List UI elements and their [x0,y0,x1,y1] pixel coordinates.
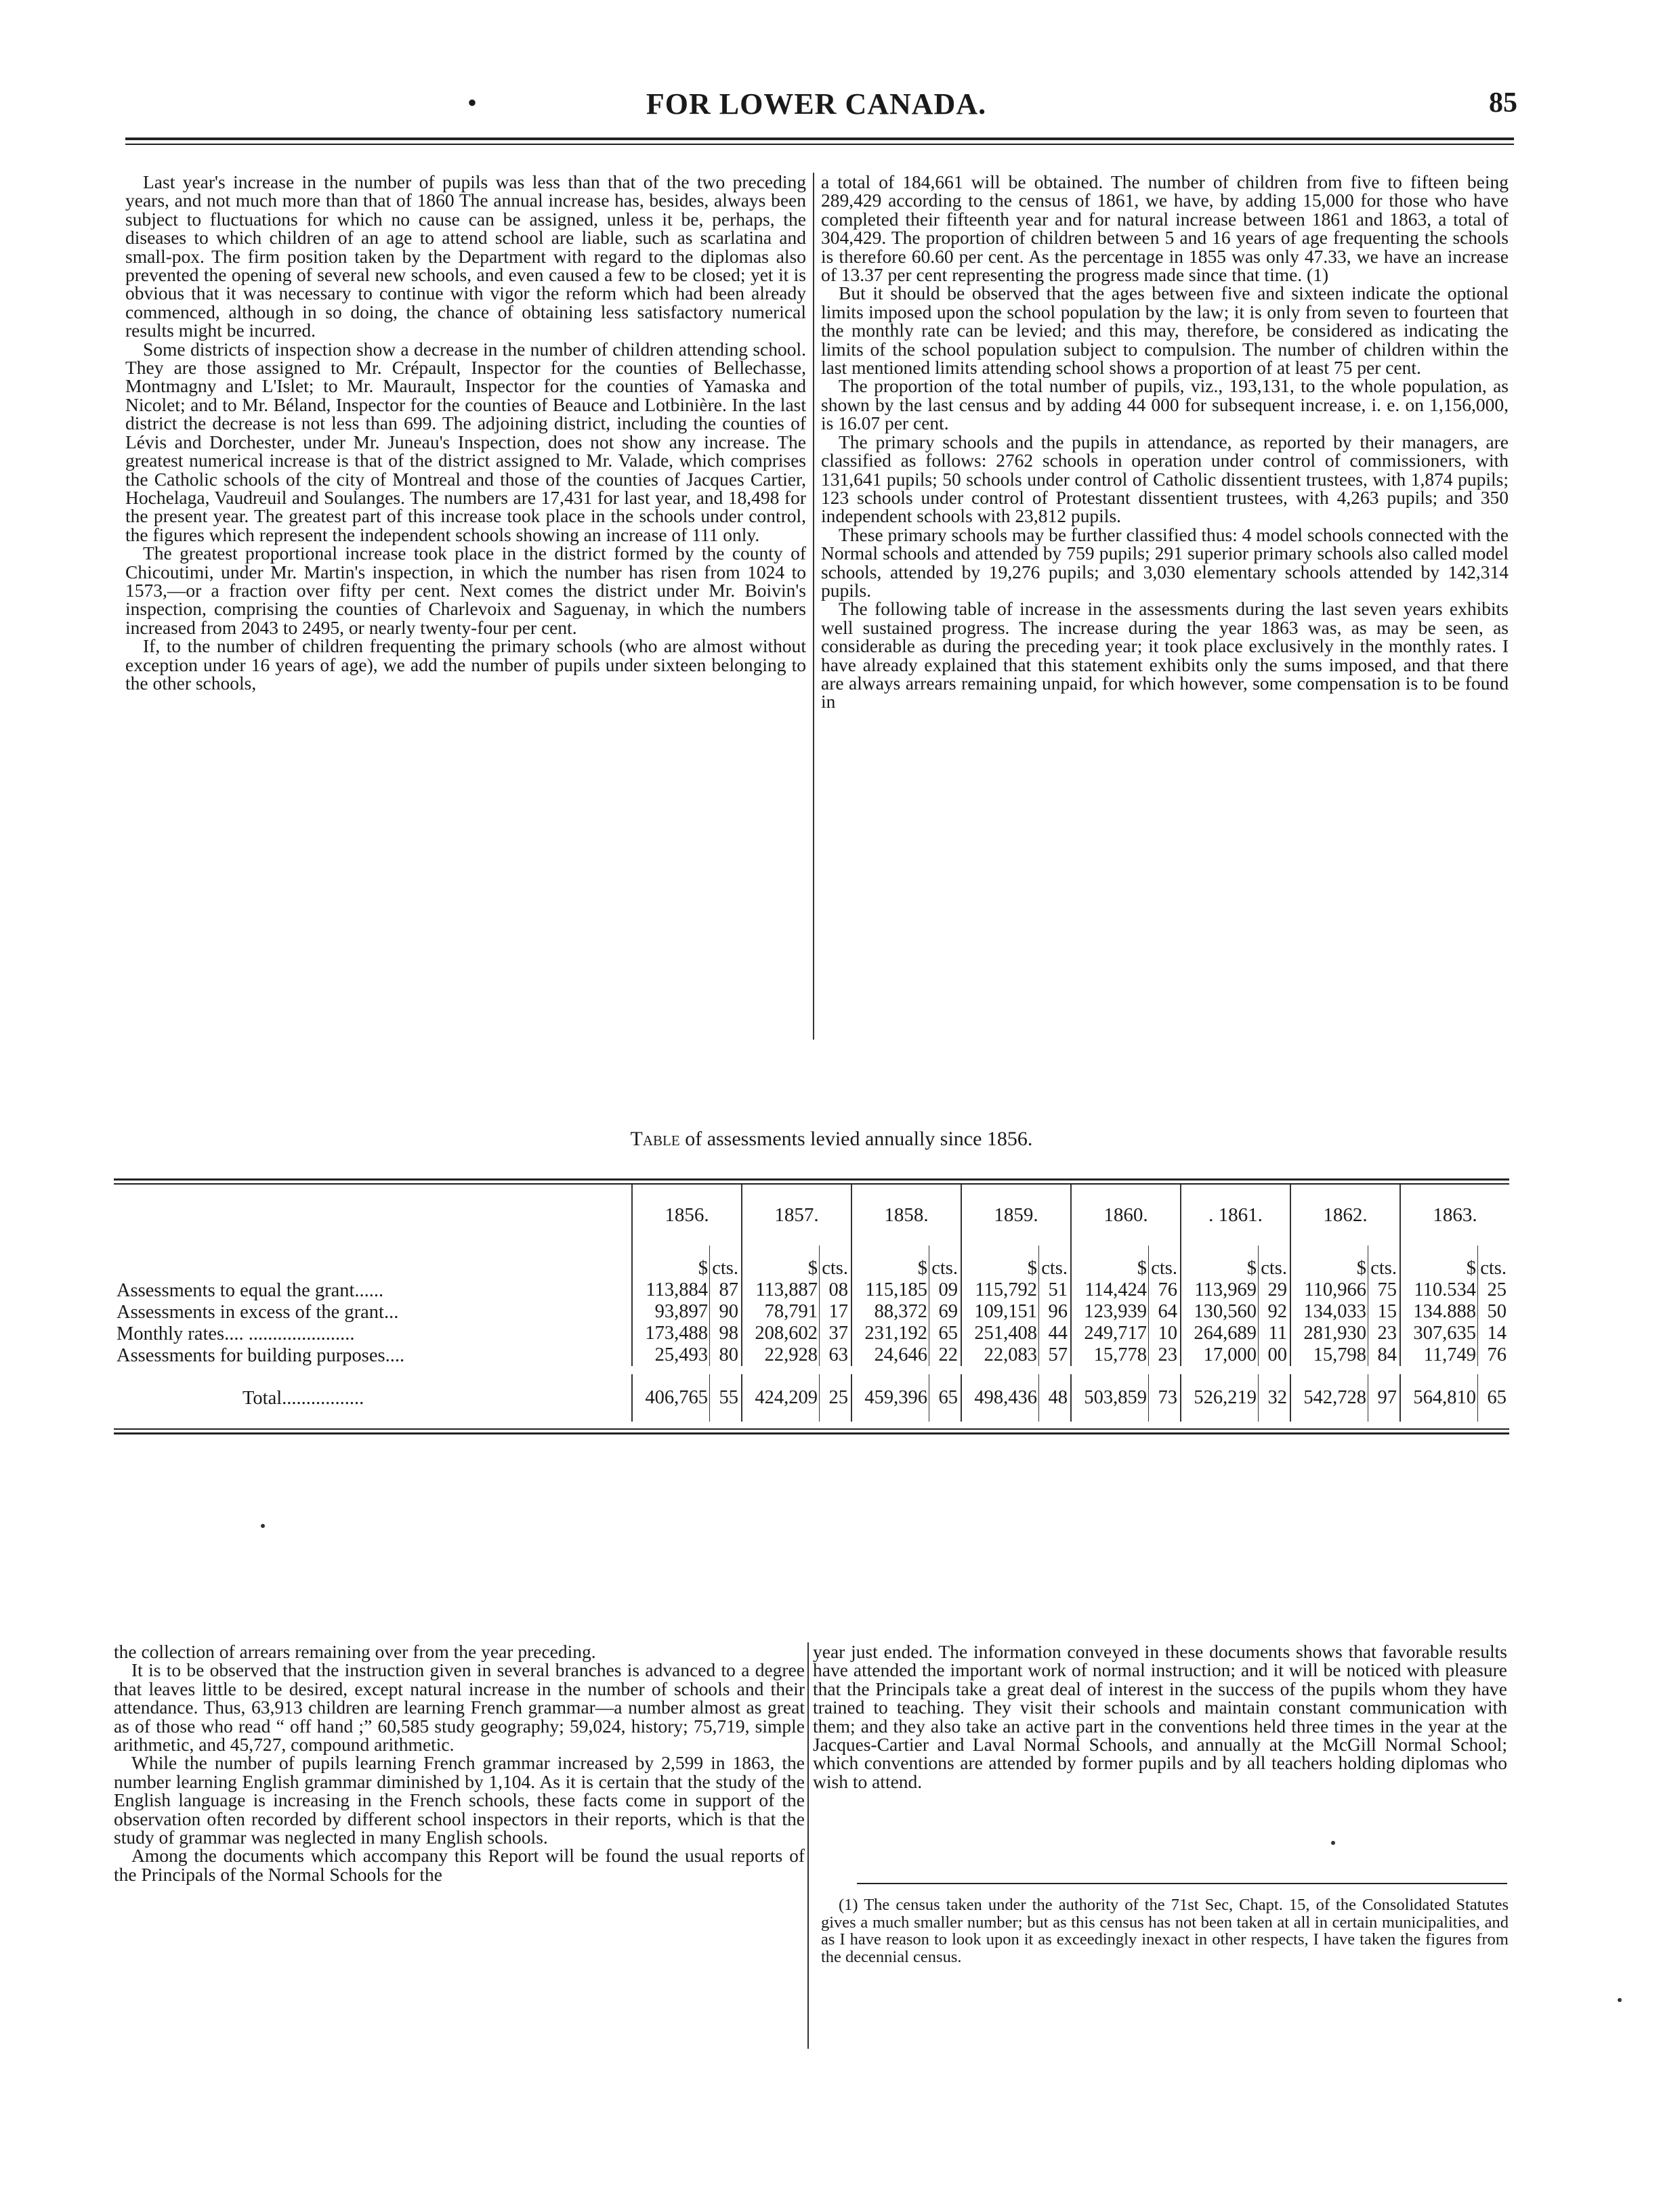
cents-value: 73 [1149,1374,1181,1422]
cents-value: 00 [1259,1344,1291,1366]
paragraph: These primary schools may be further classified thus: 4 model schools connected with the Normal schools and attended by 759 pupils; 291 superior primary schools also called model schools, attended by 19,276 pupils; and 3,030 elementary schools attended by 142,314 pupils. [821,524,1509,601]
paragraph: The following table of increase in the assessments during the last seven years exhibits well sustained progress. The increase during the year 1863 was, as may be seen, as considerable as during the preceding year; it took place exclusively in the monthly rates. I have already explained that this statement exhibits only the sums imposed, and that there are always arrears remaining unpaid, for which however, some compensation is to be found in [821,598,1509,712]
dollar-value: 130,560 [1181,1301,1259,1323]
table-rule-bottom-thick [114,1432,1509,1434]
cents-value: 98 [710,1323,742,1344]
cents-value: 96 [1039,1301,1072,1323]
dollar-value: 307,635 [1400,1323,1478,1344]
header-rule-thin [125,144,1514,145]
cents-value: 48 [1039,1374,1072,1422]
print-speck [1618,1998,1622,2002]
total-row [114,1374,1509,1422]
cents-value: 15 [1368,1301,1401,1323]
cents-value: 44 [1039,1323,1072,1344]
cents-value: 23 [1368,1323,1401,1344]
year-header: 1856. [632,1185,742,1246]
cents-value: 64 [1149,1301,1181,1323]
year-header: 1862. [1290,1185,1400,1246]
dollar-value: 15,798 [1290,1344,1368,1366]
column-separator [813,173,814,1040]
table-row [114,1301,1509,1323]
cents-value: 09 [929,1279,962,1301]
cents-value: 90 [710,1301,742,1323]
year-header: 1860. [1071,1185,1181,1246]
table-header-row [114,1185,1509,1246]
cents-value: 11 [1259,1323,1291,1344]
cents-value: 76 [1149,1279,1181,1301]
cents-value: 84 [1368,1344,1401,1366]
cents-unit: cts. [1368,1246,1401,1279]
dollar-value: 110.534 [1400,1279,1478,1301]
table-row [114,1323,1509,1344]
assessment-table [114,1185,1509,1422]
page-number: 85 [1489,87,1517,119]
dollar-value: 459,396 [851,1374,929,1422]
cents-value: 65 [1478,1374,1510,1422]
cents-value: 69 [929,1301,962,1323]
cents-value: 50 [1478,1301,1510,1323]
paragraph: The proportion of the total number of pupils, viz., 193,131, to the whole population, as shown by the last census and by adding 44 000 for subsequent increase, i. e. on 1,156,000, is 16.07 per cent. [821,375,1509,434]
cents-value: 55 [710,1374,742,1422]
dollar-unit: $ [1290,1246,1368,1279]
dollar-value: 113,884 [632,1279,710,1301]
paragraph: The primary schools and the pupils in attendance, as reported by their managers, are classified as follows: 2762 schools in operation under control of commissioners, with 131,641 pupils; 50 schools under control of Catholic dissentient trustees, with 1,874 pupils; 123 schools under control of Protestant dissentient trustees, with 4,263 pupils; and 350 independent schools with 23,812 pupils. [821,431,1509,527]
cents-unit: cts. [1259,1246,1291,1279]
dollar-value: 88,372 [851,1301,929,1323]
cents-value: 14 [1478,1323,1510,1344]
cents-value: 25 [820,1374,852,1422]
cents-value: 08 [820,1279,852,1301]
dollar-value: 281,930 [1290,1323,1368,1344]
cents-value: 97 [1368,1374,1401,1422]
cents-value: 10 [1149,1323,1181,1344]
cents-value: 23 [1149,1344,1181,1366]
dollar-value: 22,928 [742,1344,820,1366]
cents-value: 22 [929,1344,962,1366]
dollar-value: 109,151 [961,1301,1039,1323]
running-header [115,87,1517,127]
dollar-value: 113,969 [1181,1279,1259,1301]
units-row [114,1246,1509,1279]
table-row [114,1279,1509,1301]
cents-value: 76 [1478,1344,1510,1366]
units-stub [114,1246,632,1279]
cents-value: 51 [1039,1279,1072,1301]
dollar-value: 134.888 [1400,1301,1478,1323]
dollar-value: 17,000 [1181,1344,1259,1366]
paragraph: year just ended. The information conveyed in these documents shows that favorable results have attended the important work of normal instruction; and it will be noticed with pleasure that the Principals take a great deal of interest in the success of the pupils whom they have trained to teaching. They visit their schools and maintain constant communication with them; and they also take an active part in the conventions held three times in the year at the Jacques-Cartier and Laval Normal Schools, and annually at the McGill Normal School; which conventions are attended by former pupils and by all teachers holding diplomas who wish to attend. [813,1641,1507,1792]
page-title: FOR LOWER CANADA. [646,87,987,121]
header-dot: • [467,87,478,118]
dollar-unit: $ [961,1246,1039,1279]
dollar-value: 564,810 [1400,1374,1478,1422]
dollar-value: 93,897 [632,1301,710,1323]
paragraph: a total of 184,661 will be obtained. The number of children from five to fifteen being 289,429 according to the census of 1861, we have, by adding 15,000 for those who have completed their fifteenth year and for natural increase between 1861 and 1863, a total of 304,429. The proportion of children between 5 and 16 years of age frequenting the schools is therefore 60.60 per cent. As the percentage in 1855 was only 47.33, we have an increase of 13.37 per cent representing the progress made since that time. (1) [821,171,1509,286]
dollar-value: 498,436 [961,1374,1039,1422]
paragraph: It is to be observed that the instruction given in several branches is advanced to a degree that leaves little to be desired, except natural increase in the number of schools and their attendance. Thus, 63,913 children are learning French grammar—a number almost as great as of those who read “ off hand ;” 60,585 study geography; 59,024, history; 75,719, simple arithmetic, and 45,727, compound arithmetic. [114,1659,805,1756]
dollar-value: 406,765 [632,1374,710,1422]
cents-value: 87 [710,1279,742,1301]
table-spacer-row [114,1366,1509,1374]
assessment-table-wrapper [114,1178,1509,1434]
dollar-value: 114,424 [1071,1279,1149,1301]
dollar-value: 123,939 [1071,1301,1149,1323]
cents-unit: cts. [1149,1246,1181,1279]
print-speck [1331,1841,1335,1845]
table-row [114,1344,1509,1366]
bottom-right-column [813,1642,1507,1791]
cents-value: 32 [1259,1374,1291,1422]
dollar-value: 173,488 [632,1323,710,1344]
year-header: . 1861. [1181,1185,1290,1246]
dollar-value: 542,728 [1290,1374,1368,1422]
paragraph: Last year's increase in the number of pupils was less than that of the two preceding years, and not much more than that of 1860 The annual increase has, besides, always been subject to fluctuations for which no cause can be assigned, unless it be, perhaps, the diseases to which children of an age to attend school are liable, such as scarlatina and small-pox. The firm position taken by the Department with regard to the diplomas also prevented the opening of several new schools, and even caused a few to be closed; yet it is obvious that it was necessary to continue with vigor the reform which had been already commenced, although in so doing, the chance of obtaining less satisfactory numerical results might be incurred. [125,171,806,341]
dollar-value: 113,887 [742,1279,820,1301]
paragraph: If, to the number of children frequenting the primary schools (who are almost without exception under 16 years of age), we add the number of pupils under sixteen belonging to the other schools, [125,635,806,694]
table-caption-lead: Table [630,1128,680,1150]
cents-unit: cts. [1039,1246,1072,1279]
dollar-value: 424,209 [742,1374,820,1422]
dollar-unit: $ [851,1246,929,1279]
cents-value: 92 [1259,1301,1291,1323]
table-rule-bottom-thin [114,1428,1509,1430]
dollar-unit: $ [632,1246,710,1279]
paragraph: The greatest proportional increase took place in the district formed by the county of Chicoutimi, under Mr. Martin's inspection, in which the number has risen from 1024 to 1573,—or a fraction over fifty per cent. Next comes the district under Mr. Boivin's inspection, comprising the counties of Charlevoix and Saguenay, in which the numbers increased from 2043 to 2495, or nearly twenty-four per cent. [125,543,806,638]
dollar-unit: $ [1071,1246,1149,1279]
dollar-value: 251,408 [961,1323,1039,1344]
dollar-value: 264,689 [1181,1323,1259,1344]
dollar-value: 115,792 [961,1279,1039,1301]
table-rule-top-thick [114,1178,1509,1181]
paragraph: But it should be observed that the ages between five and sixteen indicate the optional limits imposed upon the school population by the law; it is only from seven to fourteen that the monthly rate can be levied; and this may, therefore, be considered as indicating the limits of the school population subject to compulsion. The number of children within the last mentioned limits attending school shows a proportion of at least 75 per cent. [821,282,1509,379]
cents-value: 57 [1039,1344,1072,1366]
cents-value: 65 [929,1323,962,1344]
dollar-unit: $ [1181,1246,1259,1279]
dollar-unit: $ [1400,1246,1478,1279]
cents-value: 63 [820,1344,852,1366]
row-label: Monthly rates.... ...................... [117,1323,355,1344]
cents-unit: cts. [929,1246,962,1279]
dollar-value: 231,192 [851,1323,929,1344]
table-caption [0,1128,1663,1151]
footnote [821,1896,1509,1965]
cents-value: 37 [820,1323,852,1344]
dollar-value: 22,083 [961,1344,1039,1366]
row-label: Total................. [243,1387,364,1409]
dollar-value: 24,646 [851,1344,929,1366]
bottom-left-column [114,1642,805,1884]
cents-value: 75 [1368,1279,1401,1301]
dollar-value: 208,602 [742,1323,820,1344]
dollar-value: 134,033 [1290,1301,1368,1323]
print-speck [261,1524,265,1528]
dollar-value: 503,859 [1071,1374,1149,1422]
cents-unit: cts. [710,1246,742,1279]
top-left-column [125,173,806,692]
dollar-unit: $ [742,1246,820,1279]
dollar-value: 115,185 [851,1279,929,1301]
year-header: 1859. [961,1185,1071,1246]
row-label: Assessments for building purposes.... [117,1344,405,1366]
dollar-value: 110,966 [1290,1279,1368,1301]
dollar-value: 11,749 [1400,1344,1478,1366]
dollar-value: 15,778 [1071,1344,1149,1366]
year-header: 1857. [742,1185,851,1246]
paragraph: Some districts of inspection show a decrease in the number of children attending school. They are those assigned to Mr. Crépault, Inspector for the counties of Bellechasse, Montmagny and L'Islet; to Mr. Maurault, Inspector for the counties of Yamaska and Nicolet; and to Mr. Béland, Inspector for the counties of Beauce and Lotbinière. In the last district the decrease is not less than 699. The adjoining district, including the counties of Lévis and Dorchester, under Mr. Juneau's Inspection, does not show any increase. The greatest numerical increase is that of the district assigned to Mr. Valade, which comprises the Catholic schools of the city of Montreal and those of the counties of Jacques Cartier, Hochelaga, Vaudreuil and Soulanges. The numbers are 17,431 for last year, and 18,498 for the present year. The greatest part of this increase took place in the schools under control, the figures which represent the independent schools showing an increase of 111 only. [125,338,806,545]
cents-value: 25 [1478,1279,1510,1301]
cents-unit: cts. [820,1246,852,1279]
cents-value: 17 [820,1301,852,1323]
cents-value: 29 [1259,1279,1291,1301]
dollar-value: 25,493 [632,1344,710,1366]
dollar-value: 249,717 [1071,1323,1149,1344]
dollar-value: 78,791 [742,1301,820,1323]
column-separator [807,1642,809,2049]
table-stub-header [114,1185,632,1246]
footnote-rule [857,1883,1507,1884]
paragraph: Among the documents which accompany this Report will be found the usual reports of the Principals of the Normal Schools for the [114,1845,805,1885]
spacer-cell [114,1366,1509,1374]
footnote-text: (1) The census taken under the authority of the 71st Sec, Chapt. 15, of the Consolidated Statutes gives a much smaller number; but as this census has not been taken at all in certain municipalities, and as I have reason to look upon it as exceedingly inexact in other respects, I have taken the figures from the decennial census. [821,1896,1509,1966]
header-rule-thick [125,137,1514,140]
cents-value: 65 [929,1374,962,1422]
paragraph: the collection of arrears remaining over from the year preceding. [114,1641,596,1662]
year-header: 1863. [1400,1185,1509,1246]
row-label: Assessments in excess of the grant... [117,1301,399,1323]
year-header: 1858. [851,1185,961,1246]
table-caption-text: of assessments levied annually since 1856. [679,1128,1033,1150]
paragraph: While the number of pupils learning French grammar increased by 2,599 in 1863, the number learning English grammar diminished by 1,104. As it is certain that the study of the English language is increasing in the French schools, these facts come in support of the observation often recorded by different school inspectors in their reports, which is that the study of grammar was neglected in many English schools. [114,1752,805,1848]
cents-unit: cts. [1478,1246,1510,1279]
cents-value: 80 [710,1344,742,1366]
top-right-column [821,173,1509,711]
row-label: Assessments to equal the grant...... [117,1279,384,1301]
dollar-value: 526,219 [1181,1374,1259,1422]
